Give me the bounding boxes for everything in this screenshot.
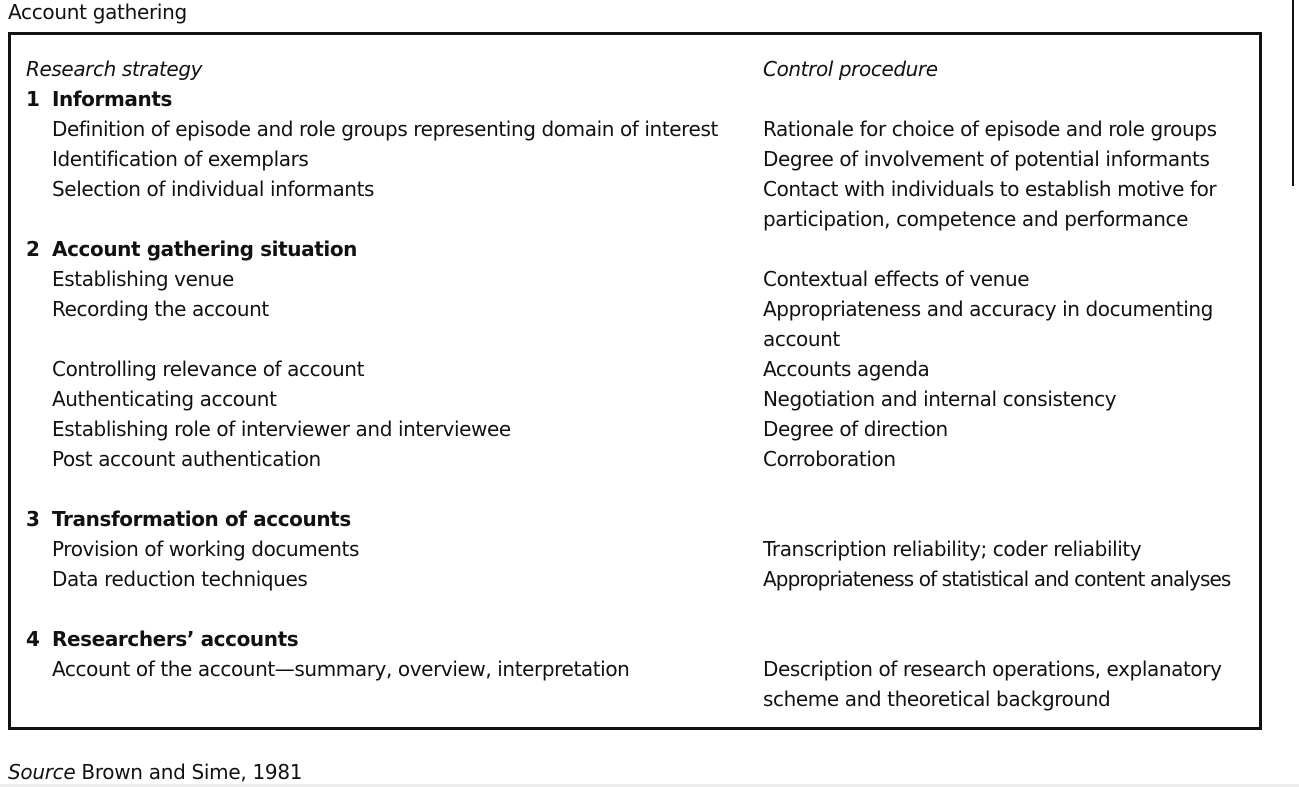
table-row bbox=[0, 444, 1299, 474]
control-cell: Contact with individuals to establish motive for bbox=[763, 177, 1217, 201]
strategy-cell: Controlling relevance of account bbox=[52, 357, 365, 381]
table-row bbox=[0, 384, 1299, 414]
strategy-cell: Definition of episode and role groups representing domain of interest bbox=[52, 117, 718, 141]
control-cell: Accounts agenda bbox=[763, 357, 930, 381]
table-title: Account gathering bbox=[8, 0, 187, 24]
header-research-strategy: Research strategy bbox=[26, 57, 203, 81]
section-label: Transformation of accounts bbox=[52, 507, 351, 531]
section-label: Informants bbox=[52, 87, 173, 111]
section-number: 4 bbox=[26, 627, 40, 651]
section-number: 1 bbox=[26, 87, 40, 111]
strategy-cell: Data reduction techniques bbox=[52, 567, 308, 591]
table-row-continuation bbox=[0, 324, 1299, 354]
control-cell: scheme and theoretical background bbox=[763, 687, 1111, 711]
section-heading bbox=[0, 84, 1299, 114]
table-row bbox=[0, 114, 1299, 144]
control-cell: Corroboration bbox=[763, 447, 896, 471]
strategy-cell: Establishing role of interviewer and interviewee bbox=[52, 417, 511, 441]
source-note bbox=[8, 760, 302, 784]
strategy-cell: Recording the account bbox=[52, 297, 269, 321]
section-heading bbox=[0, 234, 1299, 264]
header-control-procedure: Control procedure bbox=[763, 57, 938, 81]
strategy-cell: Selection of individual informants bbox=[52, 177, 375, 201]
section-label: Account gathering situation bbox=[52, 237, 357, 261]
table-row bbox=[0, 654, 1299, 684]
table-row bbox=[0, 534, 1299, 564]
control-cell: Degree of direction bbox=[763, 417, 948, 441]
section-heading bbox=[0, 624, 1299, 654]
control-cell: account bbox=[763, 327, 840, 351]
control-cell: Description of research operations, explanatory bbox=[763, 657, 1222, 681]
strategy-cell: Post account authentication bbox=[52, 447, 321, 471]
control-cell: Negotiation and internal consistency bbox=[763, 387, 1117, 411]
section-label: Researchers’ accounts bbox=[52, 627, 299, 651]
source-citation: Brown and Sime, 1981 bbox=[75, 760, 303, 784]
strategy-cell: Establishing venue bbox=[52, 267, 234, 291]
section-heading bbox=[0, 504, 1299, 534]
strategy-cell: Provision of working documents bbox=[52, 537, 360, 561]
strategy-cell: Account of the account—summary, overview, interpretation bbox=[52, 657, 630, 681]
table-row-continuation bbox=[0, 204, 1299, 234]
table-row bbox=[0, 294, 1299, 324]
table-row bbox=[0, 144, 1299, 174]
table-row bbox=[0, 564, 1299, 594]
control-cell: Degree of involvement of potential informants bbox=[763, 147, 1210, 171]
control-cell: participation, competence and performance bbox=[763, 207, 1188, 231]
column-headers bbox=[0, 54, 1299, 84]
source-label: Source bbox=[8, 760, 76, 784]
strategy-cell: Identification of exemplars bbox=[52, 147, 309, 171]
control-cell: Transcription reliability; coder reliability bbox=[763, 537, 1142, 561]
table-row bbox=[0, 264, 1299, 294]
table-row bbox=[0, 354, 1299, 384]
control-cell: Appropriateness of statistical and content analyses bbox=[763, 567, 1231, 591]
table-row-continuation bbox=[0, 684, 1299, 714]
table-row bbox=[0, 174, 1299, 204]
table-row bbox=[0, 414, 1299, 444]
control-cell: Contextual effects of venue bbox=[763, 267, 1030, 291]
control-cell: Rationale for choice of episode and role groups bbox=[763, 117, 1217, 141]
section-number: 3 bbox=[26, 507, 40, 531]
control-cell: Appropriateness and accuracy in documenting bbox=[763, 297, 1213, 321]
strategy-cell: Authenticating account bbox=[52, 387, 277, 411]
section-number: 2 bbox=[26, 237, 40, 261]
